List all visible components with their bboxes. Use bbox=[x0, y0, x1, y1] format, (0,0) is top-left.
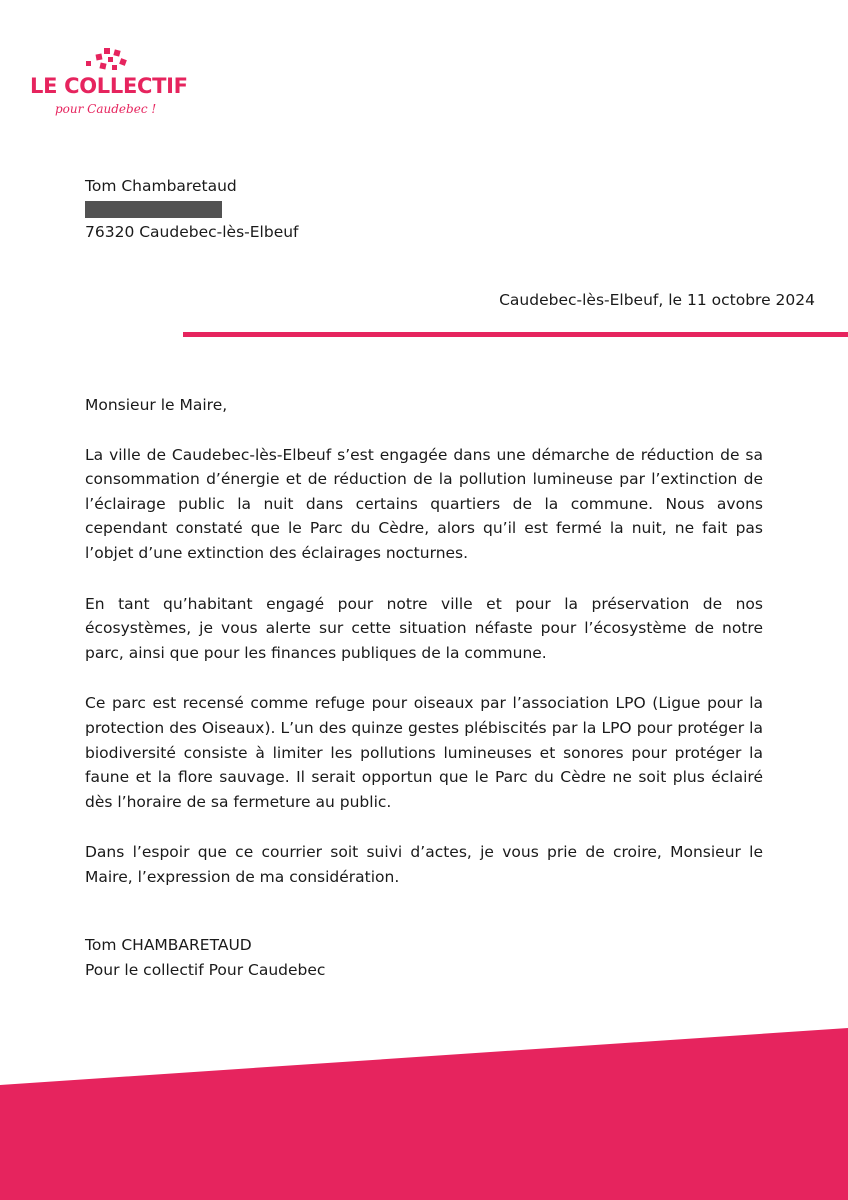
collectif-logo bbox=[30, 48, 190, 128]
paragraph-2: En tant qu’habitant engagé pour notre ville et pour la préservation de nos écosystèmes, je vous alerte sur cette situation néfaste pour l’écosystème de notre parc, ainsi que pour les finances publiques de la commune. bbox=[85, 594, 763, 662]
paragraph-4: Dans l’espoir que ce courrier soit suivi d’actes, je vous prie de croire, Monsieur le Maire, l’expression de ma considération. bbox=[85, 843, 763, 886]
paragraph-3: Ce parc est recensé comme refuge pour oiseaux par l’association LPO (Ligue pour la protection des Oiseaux). L’un des quinze gestes plébiscités par la LPO pour protéger la biodiversité consiste à limiter les pollutions lumineuses et sonores pour protéger la faune et la flore sauvage. Il serait opportun que le Parc du Cèdre ne soit plus éclairé dès l’horaire de sa fermeture au public. bbox=[85, 694, 763, 811]
logo-subtitle: pour Caudebec ! bbox=[55, 102, 157, 116]
signature-role: Pour le collectif Pour Caudebec bbox=[85, 960, 326, 979]
redacted-address bbox=[85, 201, 222, 218]
sender-block bbox=[85, 175, 299, 244]
logo-title: LE COLLECTIF bbox=[30, 74, 188, 98]
signature-name: Tom CHAMBARETAUD bbox=[85, 936, 252, 954]
salutation: Monsieur le Maire, bbox=[85, 396, 228, 414]
header-divider bbox=[183, 332, 848, 337]
paragraph-1: La ville de Caudebec-lès-Elbeuf s’est engagée dans une démarche de réduction de sa consommation d’énergie et de réduction de la pollution lumineuse par l’extinction de l’éclairage public la nuit dans certains quartiers de la commune. Nous avons cependant constaté que le Parc du Cèdre, alors qu’il est fermé la nuit, ne fait pas l’objet d’une extinction des éclairages nocturnes. bbox=[85, 445, 763, 562]
letter-body bbox=[85, 393, 763, 916]
sender-name: Tom Chambaretaud bbox=[85, 177, 237, 195]
sender-city: 76320 Caudebec-lès-Elbeuf bbox=[85, 223, 299, 241]
footer-band bbox=[0, 1000, 848, 1200]
signature-block bbox=[85, 933, 325, 982]
logo-squares-icon bbox=[82, 48, 132, 72]
date-line: Caudebec-lès-Elbeuf, le 11 octobre 2024 bbox=[499, 291, 815, 309]
